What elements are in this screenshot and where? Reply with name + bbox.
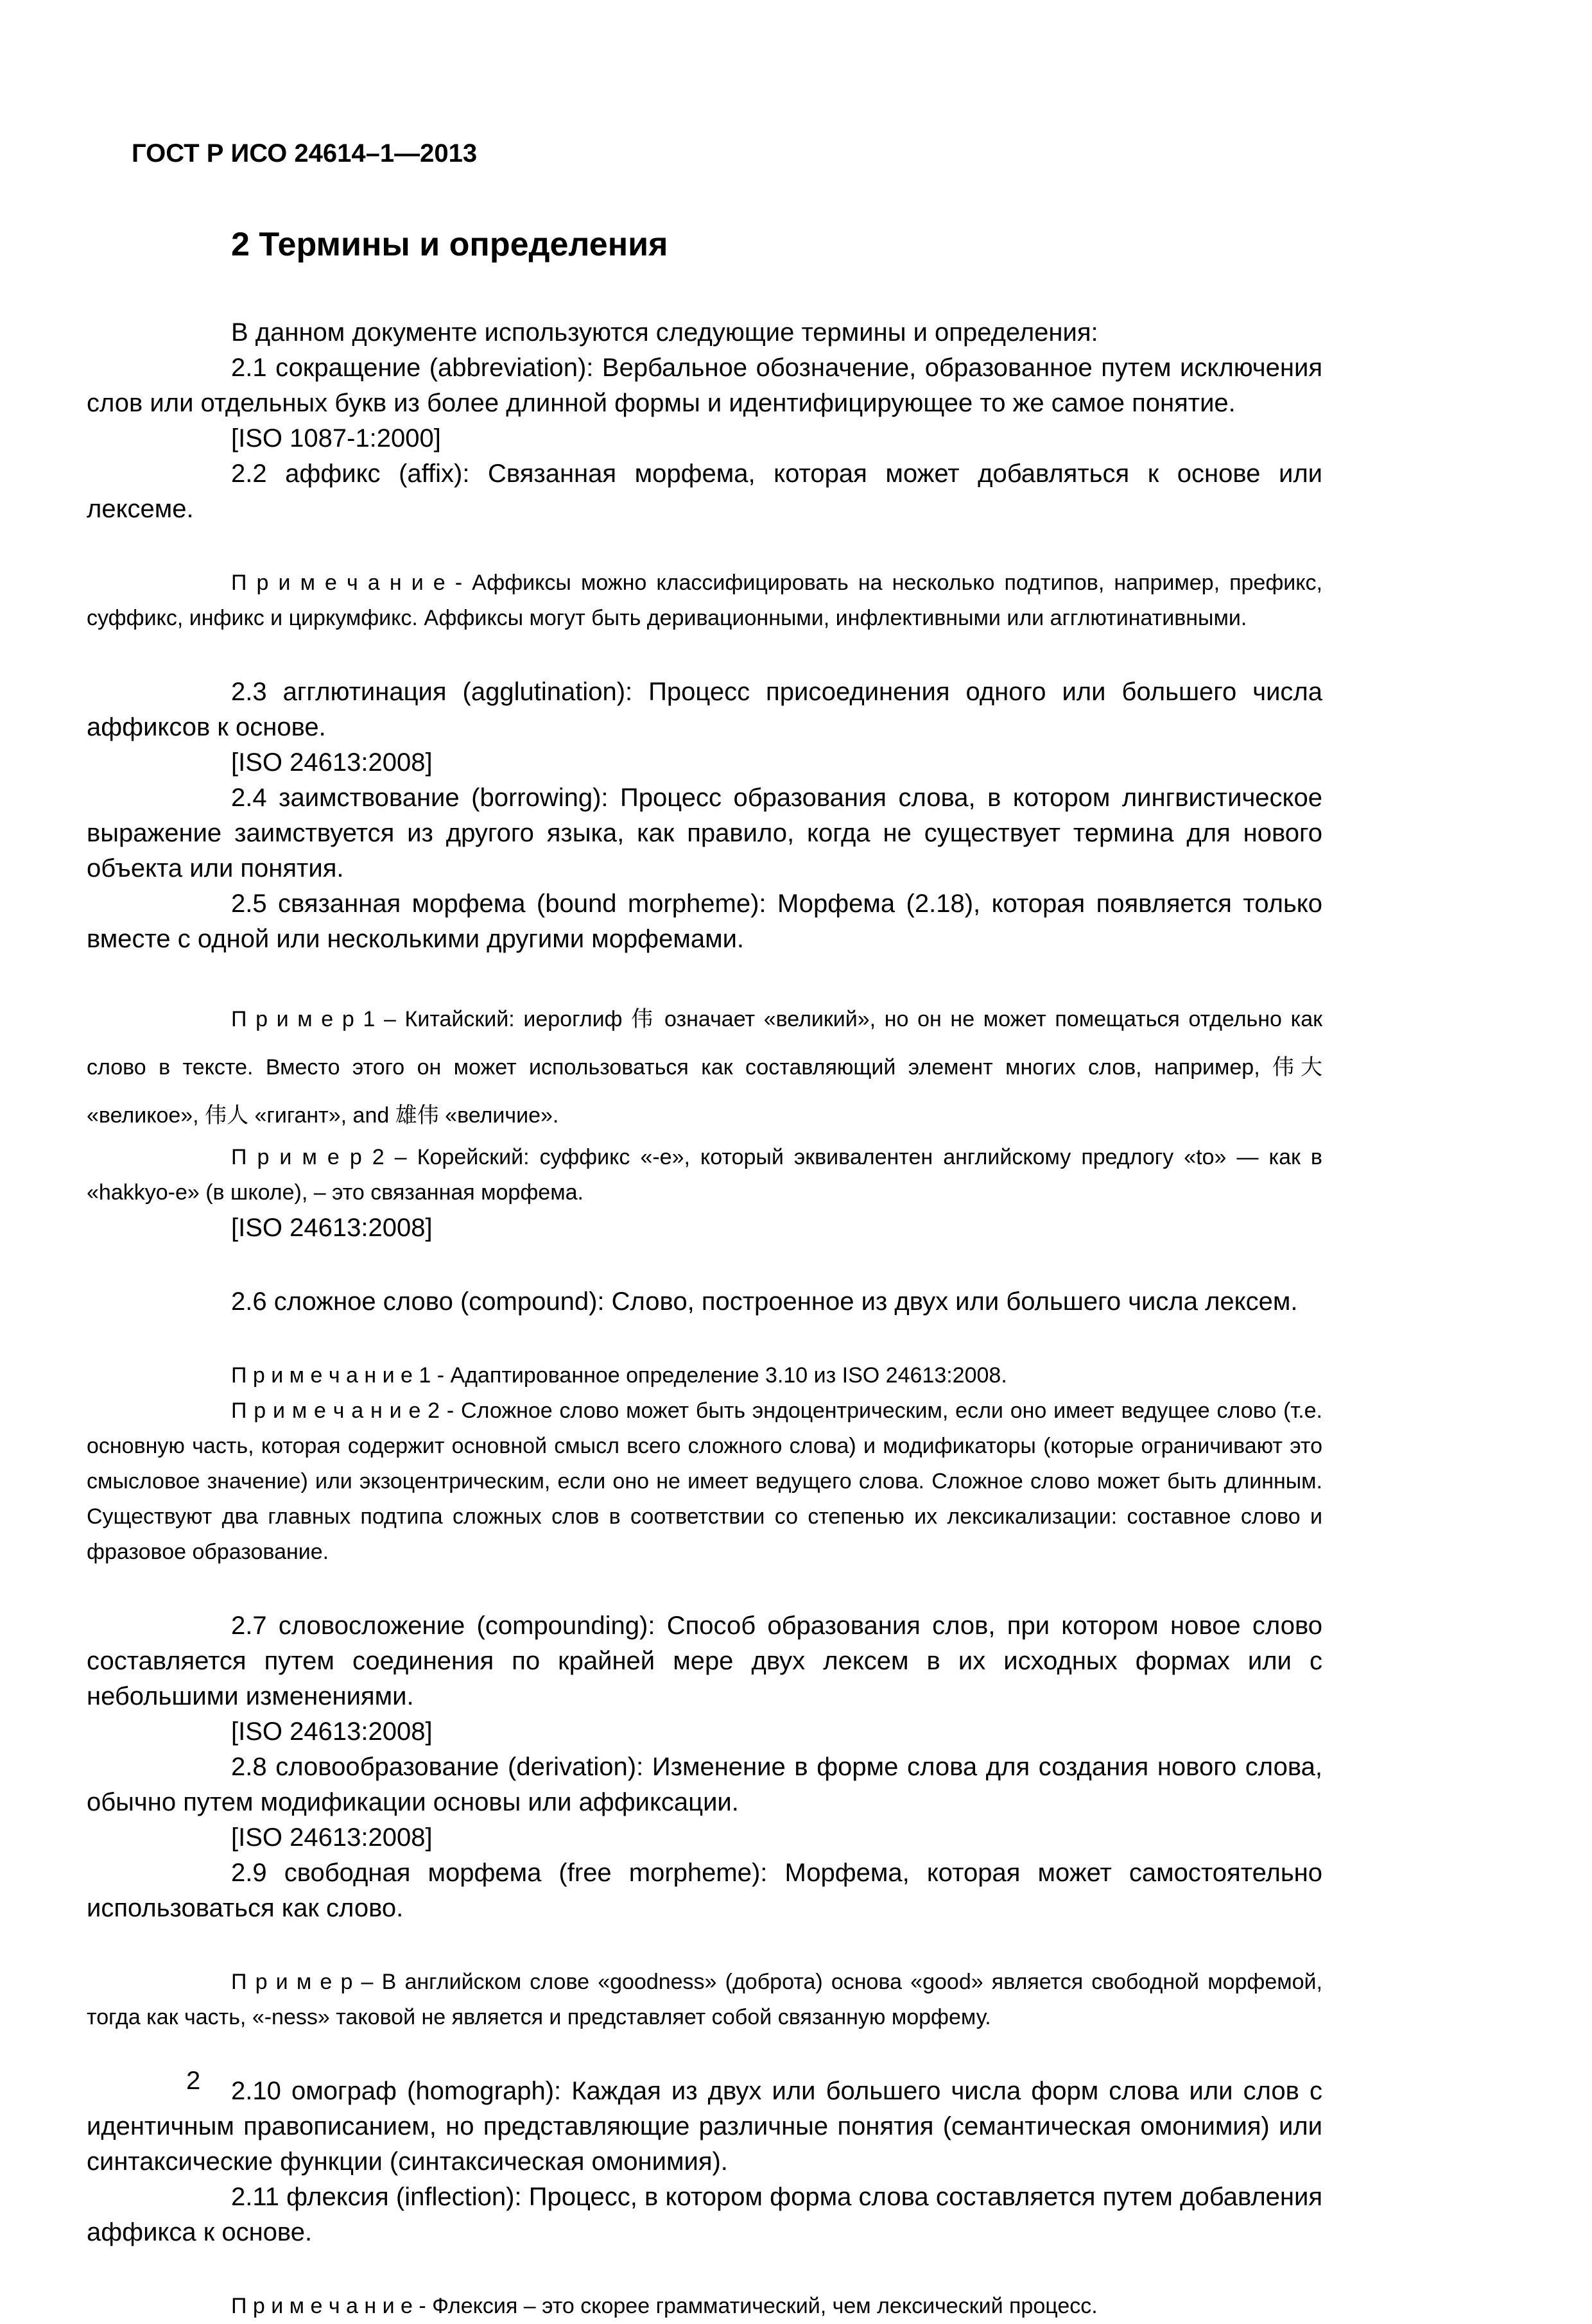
note-2-endocentric: П р и м е ч а н и е 2 - Сложное слово может быть эндоцентрическим, если оно имеет ведущее слово (т.е. основную часть, которая содержит основной смысл всего сложного слова) и модификаторы (которые ограничивают это смысловое значение) или экзоцентрическим, если оно не имеет ведущего слова. Сложное слово может быть длинным. Существуют два главных подтипа сложных слов в соответствии со степенью их лексикализации: составное слово и фразовое образование. [87,1399,1322,1564]
term-2-4-borrowing: 2.4 заимствование (borrowing): Процесс образования слова, в котором лингвистическое выражение заимствуется из другого языка, как правило, когда не существует термина для нового объекта или понятия. [87,784,1322,882]
term-2-10-homograph: 2.10 омограф (homograph): Каждая из двух или большего числа форм слова или слов с идентичным правописанием, но представляющие различные понятия (семантическая омонимия) или синтаксические функции (синтаксическая омонимия). [87,2077,1322,2176]
document-number-header: ГОСТ Р ИСО 24614–1—2013 [132,139,478,168]
term-2-1-abbreviation: 2.1 сокращение (abbreviation): Вербальное обозначение, образованное путем исключения слов или отдельных букв из более длинной формы и идентифицирующее то же самое понятие. [87,354,1322,417]
term-2-6-compound: 2.6 сложное слово (compound): Слово, построенное из двух или большего числа лексем. [231,1287,1298,1316]
term-2-3-agglutination: 2.3 агглютинация (agglutination): Процесс присоединения одного или большего числа аффиксов к основе. [87,678,1322,741]
iso-reference-1087: [ISO 1087-1:2000] [231,424,441,452]
term-2-11-inflection: 2.11 флексия (inflection): Процесс, в котором форма слова составляется путем добавления аффикса к основе. [87,2183,1322,2246]
term-2-2-affix: 2.2 аффикс (affix): Связанная морфема, которая может добавляться к основе или лексеме. [87,460,1322,523]
section-title: 2 Термины и определения [231,226,668,263]
iso-reference-24613-c: [ISO 24613:2008] [231,1717,433,1746]
iso-reference-24613-a: [ISO 24613:2008] [231,748,433,777]
intro-paragraph: В данном документе используются следующие термины и определения: [231,318,1098,347]
example-1-chinese: П р и м е р 1 – Китайский: иероглиф 伟 означает «великий», но он не может помещаться отдельно как слово в тексте. Вместо этого он может использоваться как составляющий элемент многих слов, например, 伟大 «великое», 伟人 «гигант», and 雄伟 «величие». [87,1007,1322,1128]
term-2-9-free-morpheme: 2.9 свободная морфема (free morpheme): Морфема, которая может самостоятельно использоваться как слово. [87,1859,1322,1922]
example-2-korean: П р и м е р 2 – Корейский: суффикс «-е», который эквивалентен английскому предлогу «to» — как в «hakkyo-e» (в школе), – это связанная морфема. [87,1145,1322,1205]
term-2-5-bound-morpheme: 2.5 связанная морфема (bound morpheme): Морфема (2.18), которая появляется только вместе с одной или несколькими другими морфемами. [87,890,1322,953]
term-2-8-derivation: 2.8 словообразование (derivation): Изменение в форме слова для создания нового слова, обычно путем модификации основы или аффиксации. [87,1753,1322,1816]
note-affix-subtypes: П р и м е ч а н и е - Аффиксы можно классифицировать на несколько подтипов, например, префикс, суффикс, инфикс и циркумфикс. Аффиксы могут быть деривационными, инфлективными или агглютинативными. [87,571,1322,630]
term-2-7-compounding: 2.7 словосложение (compounding): Способ образования слов, при котором новое слово составляется путем соединения по крайней мере двух лексем в их исходных формах или с небольшими изменениями. [87,1612,1322,1710]
note-inflection-grammatical: П р и м е ч а н и е - Флексия – это скорее грамматический, чем лексический процесс. [231,2294,1098,2318]
note-1-adapted-definition: П р и м е ч а н и е 1 - Адаптированное определение 3.10 из ISO 24613:2008. [231,1363,1007,1388]
iso-reference-24613-b: [ISO 24613:2008] [231,1214,433,1242]
page-number: 2 [186,2067,201,2095]
example-goodness: П р и м е р – В английском слове «goodness» (доброта) основа «good» является свободной морфемой, тогда как часть, «-ness» таковой не является и представляет собой связанную морфему. [87,1970,1322,2029]
iso-reference-24613-d: [ISO 24613:2008] [231,1823,433,1852]
